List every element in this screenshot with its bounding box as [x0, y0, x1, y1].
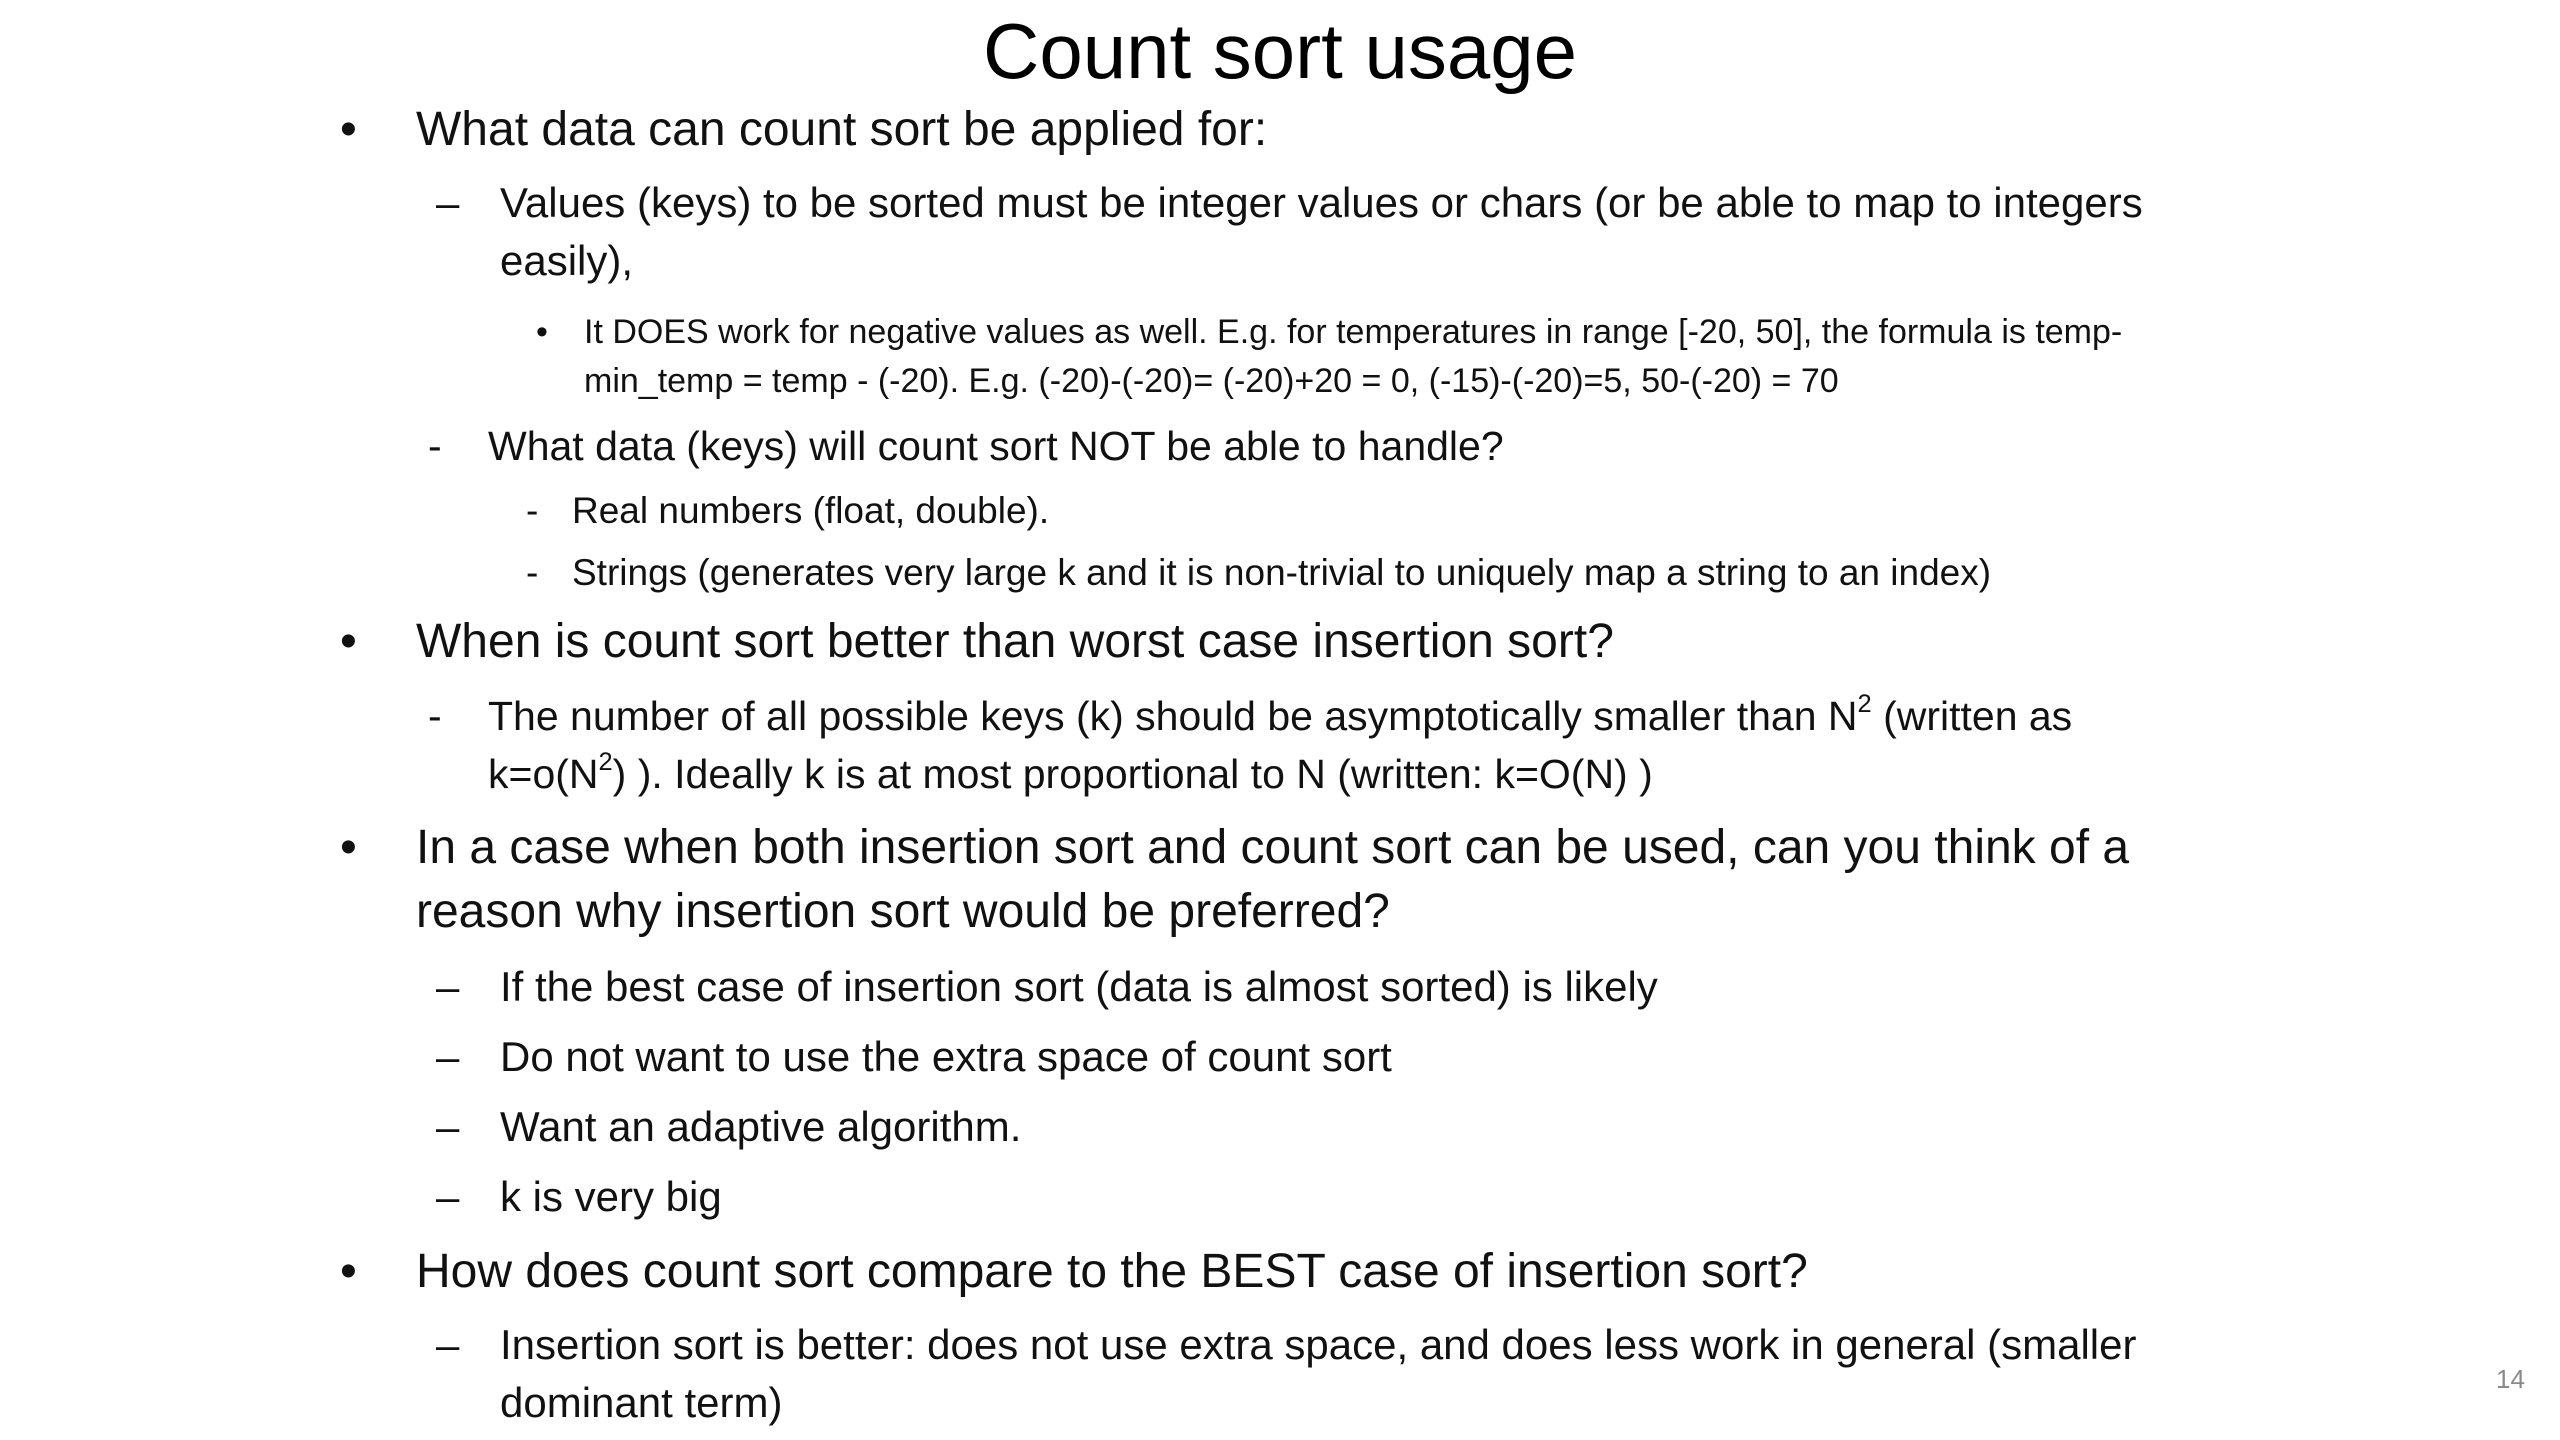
bullet-2-sub-1-line-2 — [488, 746, 1653, 802]
bullet-3-line-1: In a case when both insertion sort and count sort can be used, can you think of a — [416, 821, 2130, 874]
dash-marker: – — [436, 963, 460, 1010]
hyphen-marker: - — [428, 423, 442, 469]
hyphen-marker: - — [526, 552, 539, 593]
bullet-1-sub-1-sub-line-2: min_temp = temp - (-20). E.g. (-20)-(-20)= (-20)+20 = 0, (-15)-(-20)=5, 50-(-20) = 70 — [584, 362, 1839, 400]
bullet-4-text: How does count sort compare to the BEST case of insertion sort? — [416, 1245, 1808, 1298]
bullet-2-text: When is count sort better than worst case insertion sort? — [416, 615, 1614, 668]
bullet-marker: • — [340, 1245, 357, 1298]
bullet-2-sub-1-text-b: (written as — [1871, 693, 2073, 739]
bullet-4-sub-1-line-2: dominant term) — [500, 1379, 783, 1426]
slide-title: Count sort usage — [982, 7, 1578, 95]
superscript-2: 2 — [598, 748, 613, 777]
dash-marker: – — [436, 1321, 460, 1368]
small-bullet-marker: • — [536, 313, 548, 351]
dash-marker: – — [436, 179, 460, 226]
bullet-1-sub-1-line-2: easily), — [500, 237, 634, 284]
bullet-marker: • — [340, 103, 357, 156]
bullet-2-sub-1-text-c: k=o(N — [488, 751, 599, 797]
bullet-1-sub-2-sub-2: Strings (generates very large k and it is non-trivial to uniquely map a string to an index) — [572, 552, 1992, 593]
bullet-3-line-2: reason why insertion sort would be preferred? — [416, 885, 1390, 938]
bullet-3-sub-2: Do not want to use the extra space of count sort — [500, 1033, 1392, 1080]
hyphen-marker: - — [526, 490, 539, 531]
bullet-2-sub-1-text-a: The number of all possible keys (k) should be asymptotically smaller than N — [488, 693, 1858, 739]
bullet-1-sub-2-sub-1: Real numbers (float, double). — [572, 490, 1050, 531]
bullet-2-sub-1-text-d: ) ). Ideally k is at most proportional to N (written: k=O(N) ) — [612, 751, 1653, 797]
bullet-marker: • — [340, 821, 357, 874]
bullet-4-sub-1-line-1: Insertion sort is better: does not use extra space, and does less work in general (smaller — [500, 1321, 2137, 1368]
bullet-3-sub-3: Want an adaptive algorithm. — [500, 1103, 1022, 1150]
dash-marker: – — [436, 1173, 460, 1220]
hyphen-marker: - — [428, 693, 442, 739]
page-number: 14 — [2496, 1364, 2525, 1394]
dash-marker: – — [436, 1033, 460, 1080]
superscript-2: 2 — [1857, 690, 1872, 719]
bullet-2-sub-1-line-1 — [488, 688, 2072, 744]
bullet-1-sub-2: What data (keys) will count sort NOT be able to handle? — [488, 423, 1504, 469]
bullet-3-sub-4: k is very big — [500, 1173, 722, 1220]
dash-marker: – — [436, 1103, 460, 1150]
bullet-marker: • — [340, 615, 357, 668]
bullet-1-text: What data can count sort be applied for: — [416, 103, 1268, 156]
bullet-1-sub-1-sub-line-1: It DOES work for negative values as well. E.g. for temperatures in range [-20, 50], the formula is temp- — [584, 313, 2123, 351]
bullet-3-sub-1: If the best case of insertion sort (data is almost sorted) is likely — [500, 963, 1658, 1010]
bullet-1-sub-1-line-1: Values (keys) to be sorted must be integer values or chars (or be able to map to integers — [500, 179, 2143, 226]
